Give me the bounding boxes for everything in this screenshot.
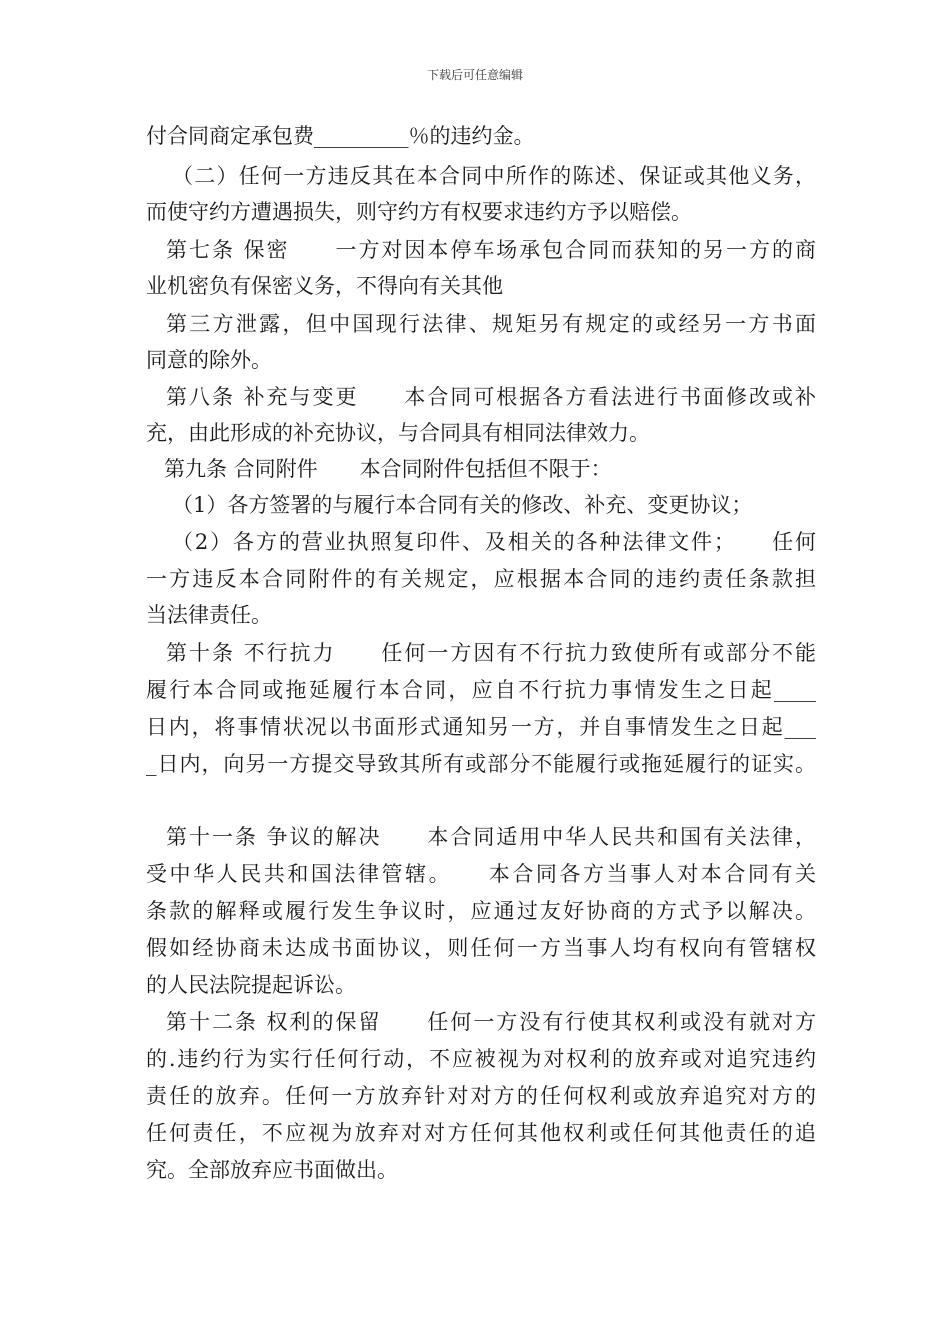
text-line: 付合同商定承包费_________％的违约金。	[146, 124, 535, 148]
page-header: 下载后可任意编辑	[426, 68, 523, 82]
text-line: 究。全部放弃应书面做出。	[146, 1158, 398, 1182]
text-line: 第十一条 争议的解决 本合同适用中华人民共和国有关法律，	[166, 825, 816, 849]
text-line: 第十二条 权利的保留 任何一方没有行使其权利或没有就对方	[166, 1010, 816, 1034]
text-line: 而使守约方遭遇损失，则守约方有权要求违约方予以赔偿。	[146, 200, 692, 224]
text-line: _日内，向另一方提交导致其所有或部分不能履行或拖延履行的证实。	[146, 752, 816, 776]
text-line: 的人民法院提起诉讼。	[146, 973, 356, 997]
text-line: 日内，将事情状况以书面形式通知另一方，并自事情发生之日起___	[146, 715, 816, 739]
text-line: （二）任何一方违反其在本合同中所作的陈述、保证或其他义务，	[172, 164, 816, 188]
text-line: 第七条 保密 一方对因本停车场承包合同而获知的另一方的商	[166, 238, 816, 262]
text-line: 同意的除外。	[146, 348, 272, 372]
text-line: 第八条 补充与变更 本合同可根据各方看法进行书面修改或补	[166, 385, 816, 409]
text-line: 第十条 不行抗力 任何一方因有不行抗力致使所有或部分不能	[166, 641, 816, 665]
text-line: 责任的放弃。任何一方放弃针对对方的任何权利或放弃追究对方的	[146, 1084, 816, 1108]
text-line: 受中华人民共和国法律管辖。 本合同各方当事人对本合同有关	[146, 862, 816, 886]
text-line: （1）各方签署的与履行本合同有关的修改、补充、变更协议；	[172, 493, 753, 517]
text-line: （2）各方的营业执照复印件、及相关的各种法律文件； 任何	[172, 530, 816, 554]
text-line: 当法律责任。	[146, 603, 272, 627]
text-line: 条款的解释或履行发生争议时，应通过友好协商的方式予以解决。	[146, 899, 816, 923]
text-line: 的.违约行为实行任何行动，不应被视为对权利的放弃或对追究违约	[146, 1047, 816, 1071]
text-line: 充，由此形成的补充协议，与合同具有相同法律效力。	[146, 421, 650, 445]
text-line: 假如经协商未达成书面协议，则任何一方当事人均有权向有管辖权	[146, 936, 816, 960]
text-line: 一方违反本合同附件的有关规定，应根据本合同的违约责任条款担	[146, 567, 816, 591]
text-line: 第九条 合同附件 本合同附件包括但不限于：	[164, 457, 612, 481]
text-line: 第三方泄露，但中国现行法律、规矩另有规定的或经另一方书面	[166, 312, 816, 336]
text-line: 业机密负有保密义务，不得向有关其他	[146, 274, 503, 298]
text-line: 履行本合同或拖延履行本合同，应自不行抗力事情发生之日起____	[146, 678, 816, 702]
text-line: 任何责任，不应视为放弃对对方任何其他权利或任何其他责任的追	[146, 1121, 816, 1145]
